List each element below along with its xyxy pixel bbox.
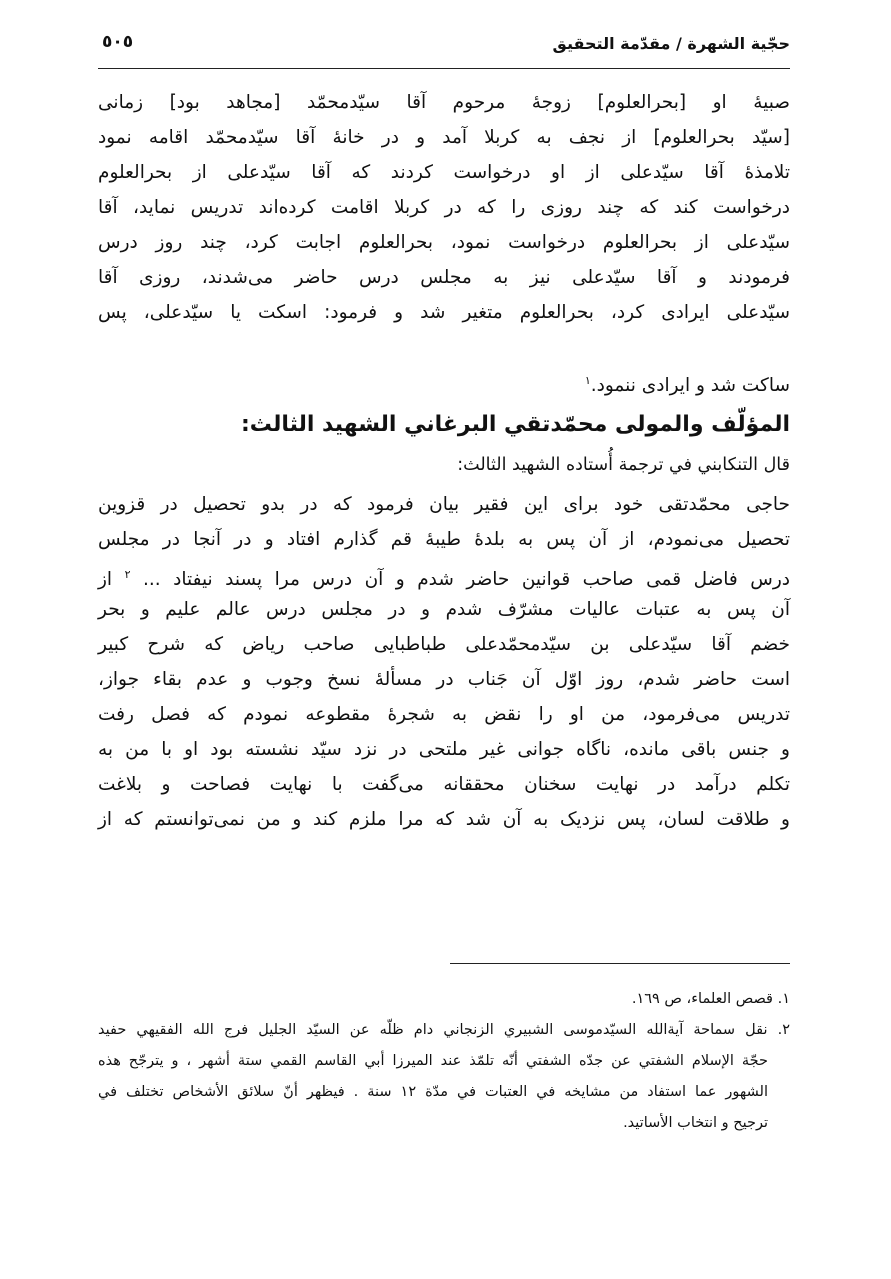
footnote-2-line: حجّة الإسلام الشفتي عن جدّه الشفتي أنّه تلمّذ عند الميرزا أبي القاسم القمي ستة أشهر ، و يترجّح هذه (98, 1053, 768, 1069)
footnote-2-line: ٢. نقل سماحة آيةالله السيّدموسى الشبيري الزنجاني دام ظلّه عن السيّد الجليل فرج الله الفقيهي حفيد (98, 1022, 790, 1038)
running-header (98, 30, 790, 60)
header-rule (98, 68, 790, 69)
text-line: صبيهٔ او [بحرالعلوم] زوجهٔ مرحوم آقا سيّدمحمّد [مجاهد بود] زمانی (98, 92, 790, 113)
text-line: تلامذهٔ آقا سيّدعلی از او درخواست كردند كه آقا سيّدعلی از بحرالعلوم (98, 162, 790, 183)
footnote-1: ١. قصص العلماء، ص ١٦٩. (631, 991, 790, 1007)
footnote-2-line: ترجيح و انتخاب الأساتيد. (623, 1115, 768, 1131)
text-line: فرمودند و آقا سيّدعلی نيز به مجلس درس حاضر می‌شدند، روزی آقا (98, 267, 790, 288)
section-heading: المؤلّف والمولى محمّدتقي البرغاني الشهيد الثالث: (241, 412, 790, 437)
text-line: سيّدعلی از بحرالعلوم درخواست نمود، بحرالعلوم اجابت كرد، چند روز درس (98, 232, 790, 253)
text-line: سيّدعلی ايرادی كرد، بحرالعلوم متغير شد و فرمود: اسكت يا سيّدعلی، پس (98, 302, 790, 323)
intro-line: قال التنكابني في ترجمة أُستاده الشهيد الثالث: (457, 455, 790, 475)
text-line: تدريس می‌فرمود، من او را نقض به شجرهٔ مقطوعه نمودم كه فصل رفت (98, 704, 790, 725)
text-line-content: ساكت شد و ايرادی ننمود. (590, 375, 790, 397)
text-line-tail: از (98, 569, 113, 591)
text-line: و جنس باقی مانده، ناگاه جوانی غير ملتحی در نزد سيّد نشسته بود او با من به (98, 739, 790, 760)
text-line (98, 562, 790, 593)
text-line: است حاضر شدم، روز اوّل آن جَناب در مسألهٔ نسخ وجوب و عدم بقاء جواز، (98, 669, 790, 690)
text-line (98, 368, 790, 399)
running-title: حجّية الشهرة / مقدّمة التحقيق (552, 34, 790, 53)
page-number: ٥٠٥ (102, 32, 134, 52)
text-line-content: درس فاضل قمی صاحب قوانين حاضر شدم و آن درس مرا پسند نيفتاد ... (143, 569, 791, 591)
footnote-ref-2: ٢ (124, 568, 131, 581)
text-line: تكلم درآمد در نهايت سخنان محققانه می‌گفت با نهايت فصاحت و بلاغت (98, 774, 790, 795)
text-line: خضم آقا سيّدعلی بن سيّدمحمّدعلی طباطبايی صاحب رياض كه شرح كبير (98, 634, 790, 655)
footnote-ref-1: ١ (584, 374, 591, 387)
footnote-rule (450, 963, 790, 964)
text-line: حاجی محمّدتقی خود برای اين فقير بيان فرمود كه در بدو تحصيل در قزوين (98, 494, 790, 515)
footnote-2-line: الشهور عما استفاد من مشايخه في العتبات في مدّة ١٢ سنة . فيظهر أنّ سلائق الأشخاص تختلف في (98, 1084, 768, 1100)
text-line: درخواست كند كه چند روزی را كه در كربلا اقامت كرده‌اند تدريس نمايد، آقا (98, 197, 790, 218)
text-line: تحصيل می‌نمودم، از آن پس به بلدهٔ طيبهٔ قم گذارم افتاد و در آنجا در مجلس (98, 529, 790, 550)
text-line: آن پس به عتبات عاليات مشرّف شدم و در مجلس درس عالم عليم و بحر (98, 599, 790, 620)
text-line: [سيّد بحرالعلوم] از نجف به كربلا آمد و در خانهٔ آقا سيّدمحمّد اقامه نمود (98, 127, 790, 148)
text-line: و طلاقت لسان، پس نزديک به آن شد كه مرا ملزم كند و من نمی‌توانستم كه از (98, 809, 790, 830)
